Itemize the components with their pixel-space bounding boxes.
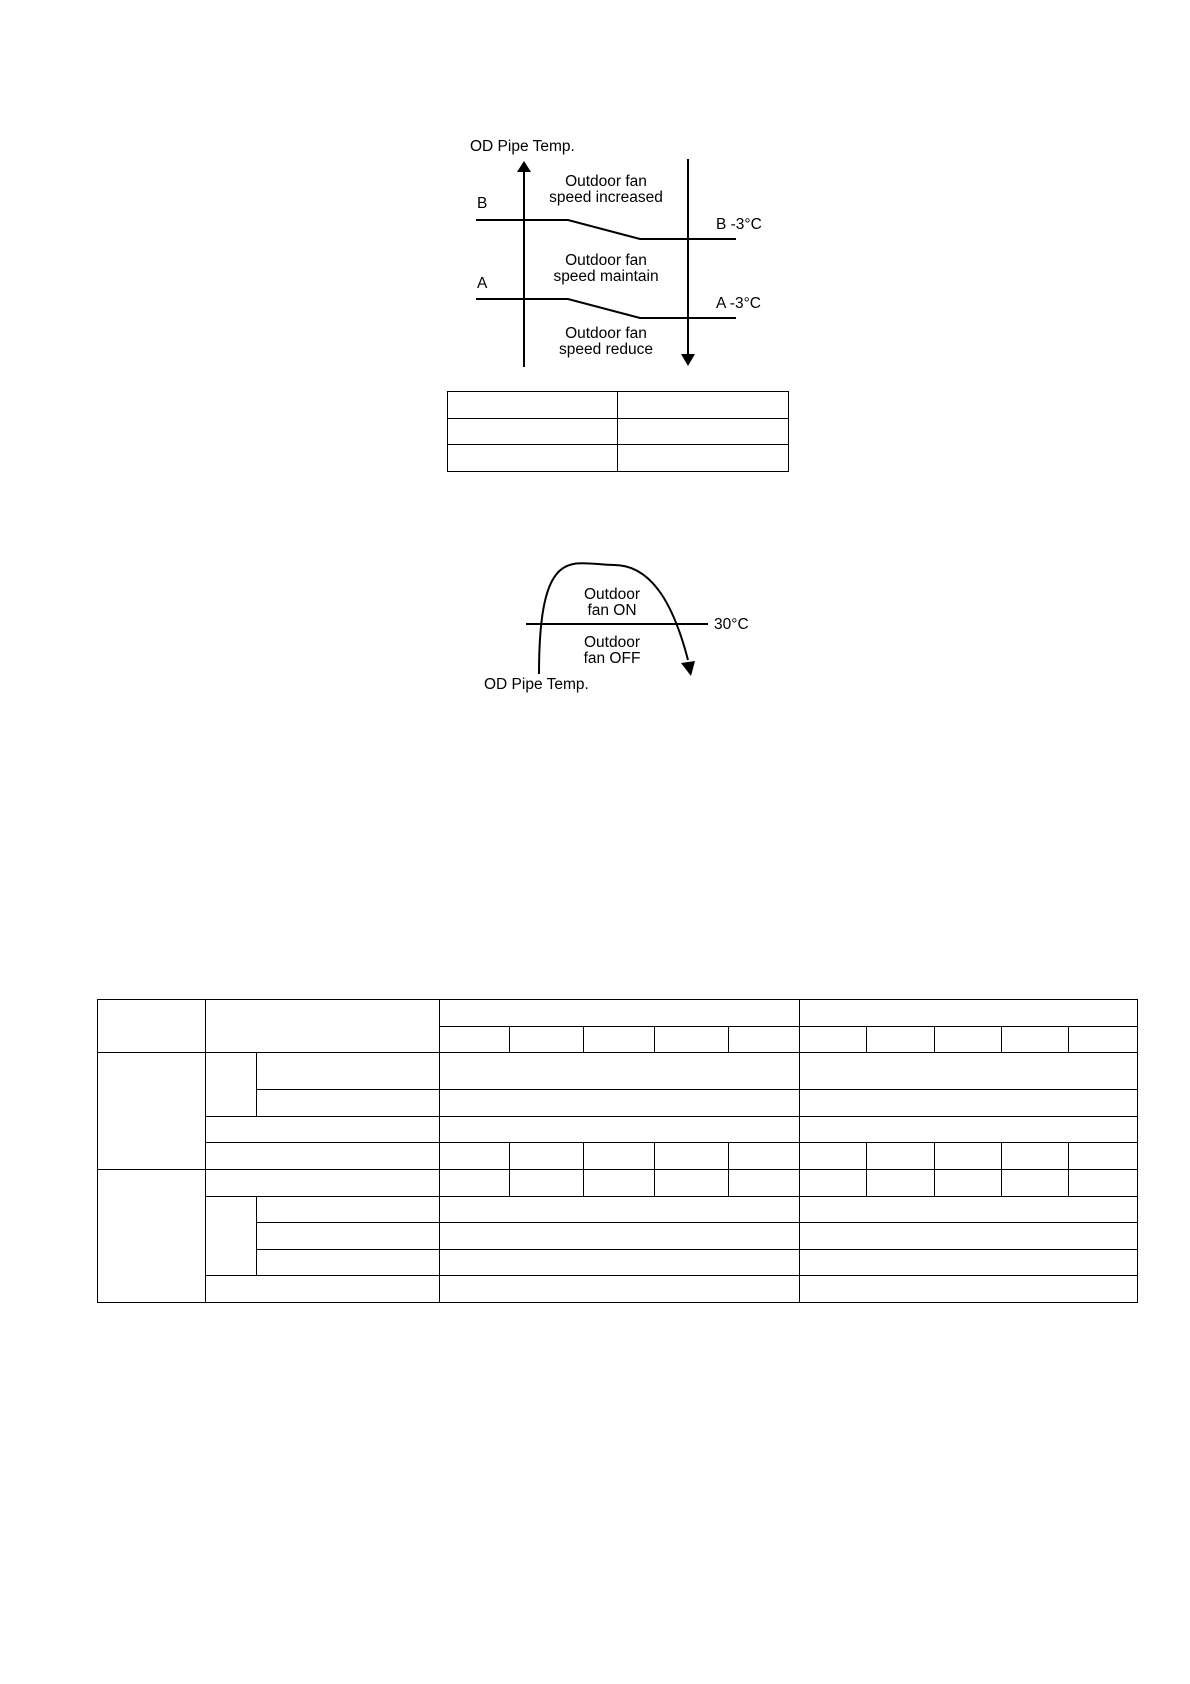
table-row [98, 1276, 1138, 1303]
table-cell [510, 1169, 584, 1196]
table-cell [206, 1276, 440, 1303]
table-cell [729, 1026, 800, 1053]
table-cell [867, 1169, 935, 1196]
table-cell [510, 1143, 584, 1170]
table-row [98, 1116, 1138, 1143]
level-b-label: B [477, 195, 488, 212]
table-cell [510, 1026, 584, 1053]
table-cell [618, 392, 789, 419]
table-cell [800, 1053, 1138, 1090]
table-cell [440, 1249, 800, 1276]
table-cell [448, 445, 618, 472]
table-cell [206, 1116, 440, 1143]
table-cell [867, 1143, 935, 1170]
table-cell [729, 1143, 800, 1170]
table-cell [1002, 1169, 1069, 1196]
spec-table [97, 999, 1138, 1303]
table-cell [800, 1196, 1138, 1223]
table-cell [440, 1223, 800, 1250]
table-cell [206, 1169, 440, 1196]
zone-on-line-2: fan ON [587, 602, 637, 619]
od-pipe-temp-label-top: OD Pipe Temp. [470, 138, 575, 155]
rising-arrowhead [517, 161, 531, 172]
table-cell [1069, 1169, 1138, 1196]
level-a-label: A [477, 275, 488, 292]
table-cell [440, 1169, 510, 1196]
table-cell [584, 1143, 655, 1170]
table-row [98, 1196, 1138, 1223]
table-cell [1069, 1026, 1138, 1053]
table-cell [448, 392, 618, 419]
table-row [448, 418, 789, 445]
threshold-a-line [476, 299, 736, 318]
table-cell [800, 1249, 1138, 1276]
threshold-30c-label: 30°C [714, 616, 749, 633]
table-cell [257, 1053, 440, 1090]
table-cell [618, 418, 789, 445]
table-cell [98, 1053, 206, 1170]
table-cell [618, 445, 789, 472]
curve-arrowhead [681, 661, 695, 676]
table-row [98, 1000, 1138, 1027]
level-b-minus-label: B -3°C [716, 216, 762, 233]
zone-lower-line-2: speed reduce [559, 341, 653, 358]
od-pipe-temp-label-bottom: OD Pipe Temp. [484, 676, 589, 693]
table-cell [935, 1026, 1002, 1053]
table-cell [1002, 1143, 1069, 1170]
table-row [448, 445, 789, 472]
table-cell [584, 1026, 655, 1053]
table-cell [800, 1090, 1138, 1117]
table-cell [800, 1000, 1138, 1027]
table-cell [257, 1249, 440, 1276]
table-cell [98, 1000, 206, 1053]
table-cell [800, 1223, 1138, 1250]
threshold-table [447, 391, 789, 472]
level-a-minus-label: A -3°C [716, 295, 761, 312]
table-cell [935, 1143, 1002, 1170]
table-cell [257, 1090, 440, 1117]
table-cell [800, 1276, 1138, 1303]
zone-speed-maintain [553, 253, 658, 285]
table-cell [584, 1169, 655, 1196]
table-cell [440, 1143, 510, 1170]
table-cell [206, 1196, 257, 1276]
table-cell [440, 1116, 800, 1143]
table-cell [206, 1143, 440, 1170]
table-cell [206, 1053, 257, 1117]
table-cell [655, 1169, 729, 1196]
table-cell [800, 1169, 867, 1196]
zone-fan-off [584, 635, 641, 667]
zone-fan-on [584, 587, 640, 619]
zone-middle-line-2: speed maintain [553, 268, 659, 285]
zone-speed-increased [549, 174, 663, 206]
table-cell [800, 1026, 867, 1053]
zone-on-line-1: Outdoor [583, 586, 641, 603]
zone-upper-line-2: speed increased [549, 189, 663, 206]
table-row [448, 392, 789, 419]
zone-middle-line-1: Outdoor fan [565, 252, 647, 269]
table-cell [440, 1196, 800, 1223]
table-cell [448, 418, 618, 445]
table-cell [935, 1169, 1002, 1196]
table-cell [440, 1000, 800, 1027]
zone-off-line-1: Outdoor [583, 634, 641, 651]
table-row [98, 1053, 1138, 1090]
zone-lower-line-1: Outdoor fan [565, 325, 647, 342]
table-cell [800, 1143, 867, 1170]
table-cell [867, 1026, 935, 1053]
table-cell [440, 1053, 800, 1090]
threshold-b-line [476, 220, 736, 239]
table-row [98, 1143, 1138, 1170]
table-cell [206, 1000, 440, 1053]
table-cell [257, 1223, 440, 1250]
table-cell [98, 1169, 206, 1302]
table-cell [1002, 1026, 1069, 1053]
table-cell [440, 1276, 800, 1303]
zone-off-line-2: fan OFF [583, 650, 641, 667]
table-cell [800, 1116, 1138, 1143]
table-cell [440, 1090, 800, 1117]
table-row [98, 1169, 1138, 1196]
table-cell [440, 1026, 510, 1053]
table-cell [655, 1026, 729, 1053]
table-cell [257, 1196, 440, 1223]
table-cell [1069, 1143, 1138, 1170]
zone-speed-reduce [559, 326, 653, 358]
table-cell [729, 1169, 800, 1196]
table-cell [655, 1143, 729, 1170]
zone-upper-line-1: Outdoor fan [565, 173, 647, 190]
falling-arrowhead [681, 354, 695, 366]
